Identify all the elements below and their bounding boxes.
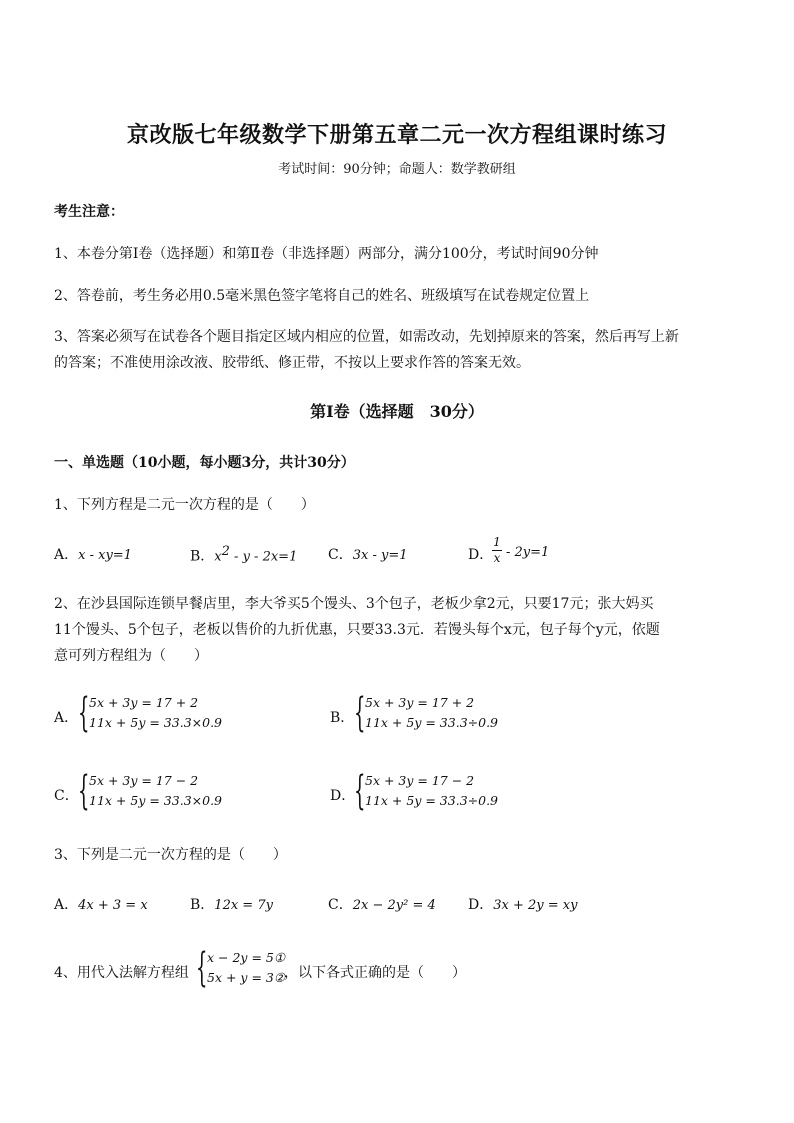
option-label: C． [328, 547, 353, 563]
notice-heading: 考生注意： [54, 204, 124, 220]
q2-option-d-label: D． [330, 788, 356, 804]
option-expr-rest: - y - 2x=1 [229, 549, 298, 565]
option-expr: 3x + 2y = xy [493, 898, 578, 913]
equation-1: 5x + 3y = 17 − 2 [89, 773, 199, 788]
q4-system [196, 945, 286, 991]
option-expr: 4x + 3 = x [78, 898, 148, 913]
q1-option-c [328, 544, 408, 564]
option-expr: x - xy=1 [78, 548, 132, 563]
option-expr-exponent: 2 [221, 544, 230, 559]
brace-icon: { [78, 690, 90, 736]
equation-2: 11x + 5y = 33.3×0.9 [89, 715, 222, 730]
part-heading: 一、单选题（10小题，每小题3分，共计30分） [54, 455, 355, 471]
q3-option-c [328, 894, 436, 914]
q1-option-b [190, 544, 297, 566]
option-label: C． [328, 897, 353, 913]
notice-item-3: 3、答案必须写在试卷各个题目指定区域内相应的位置，如需改动，先划掉原来的答案，然后再写上新 [54, 329, 679, 345]
q2-option-c-label: C． [54, 788, 79, 804]
q3-option-b [190, 894, 273, 914]
q2-option-b-system [354, 690, 498, 736]
q1-option-a [54, 544, 132, 564]
option-expr: 12x = 7y [214, 898, 273, 913]
q2-option-b-label: B． [330, 710, 355, 726]
q2-option-c-system [78, 768, 222, 814]
equation-2: 11x + 5y = 33.3÷0.9 [365, 715, 498, 730]
option-label: B． [190, 897, 215, 913]
equation-2: 5x + y = 3② [207, 970, 286, 985]
equation-1: x − 2y = 5① [207, 950, 286, 965]
section-title: 第Ⅰ卷（选择题 30分） [310, 402, 484, 421]
option-expr: 3x - y=1 [352, 548, 408, 563]
q1-stem: 1、下列方程是二元一次方程的是（ ） [54, 497, 315, 513]
page-title: 京改版七年级数学下册第五章二元一次方程组课时练习 [126, 122, 667, 148]
brace-icon: { [354, 768, 366, 814]
option-expr: 2x − 2y² = 4 [352, 898, 436, 913]
option-label: B． [190, 548, 215, 565]
brace-icon: { [196, 945, 208, 991]
q2-stem-line1: 2、在沙县国际连锁早餐店里，李大爷买5个馒头、3个包子，老板少拿2元，只要17元；张大妈买 [54, 596, 654, 612]
q2-stem-line2: 11个馒头、5个包子，老板以售价的九折优惠，只要33.3元．若馒头每个x元，包子每个y元，依题 [54, 622, 660, 638]
notice-item-1: 1、本卷分第Ⅰ卷（选择题）和第Ⅱ卷（非选择题）两部分，满分100分，考试时间90分钟 [54, 246, 599, 262]
equation-2: 11x + 5y = 33.3÷0.9 [365, 793, 498, 808]
fraction-denominator: x [493, 551, 501, 565]
q3-stem: 3、下列是二元一次方程的是（ ） [54, 847, 287, 863]
q2-option-a-system [78, 690, 222, 736]
q2-option-a-label: A． [54, 710, 79, 726]
option-label: A． [54, 547, 79, 563]
q1-option-d-label: D． [468, 547, 494, 563]
option-expr-base: x [214, 549, 222, 565]
option-label: A． [54, 897, 79, 913]
q3-option-d [468, 894, 577, 914]
equation-1: 5x + 3y = 17 − 2 [365, 773, 475, 788]
q1-option-d-fraction [492, 536, 502, 565]
notice-item-3-cont: 的答案；不准使用涂改液、胶带纸、修正带，不按以上要求作答的答案无效。 [54, 355, 530, 371]
equation-1: 5x + 3y = 17 + 2 [365, 695, 475, 710]
option-label: D． [468, 897, 494, 913]
equation-1: 5x + 3y = 17 + 2 [89, 695, 199, 710]
q1-option-d-expr: - 2y=1 [506, 545, 550, 560]
q4-stem-prefix: 4、用代入法解方程组 [54, 965, 189, 981]
q2-option-d-system [354, 768, 498, 814]
equation-2: 11x + 5y = 33.3×0.9 [89, 793, 222, 808]
fraction-numerator: 1 [493, 535, 501, 549]
notice-item-2: 2、答卷前，考生务必用0.5毫米黑色签字笔将自己的姓名、班级填写在试卷规定位置上 [54, 288, 590, 304]
exam-info: 考试时间：90分钟；命题人：数学教研组 [278, 162, 516, 177]
q4-stem-suffix: ，以下各式正确的是（ ） [284, 965, 466, 981]
q3-option-a [54, 894, 148, 914]
brace-icon: { [354, 690, 366, 736]
brace-icon: { [78, 768, 90, 814]
q2-stem-line3: 意可列方程组为（ ） [54, 648, 208, 664]
